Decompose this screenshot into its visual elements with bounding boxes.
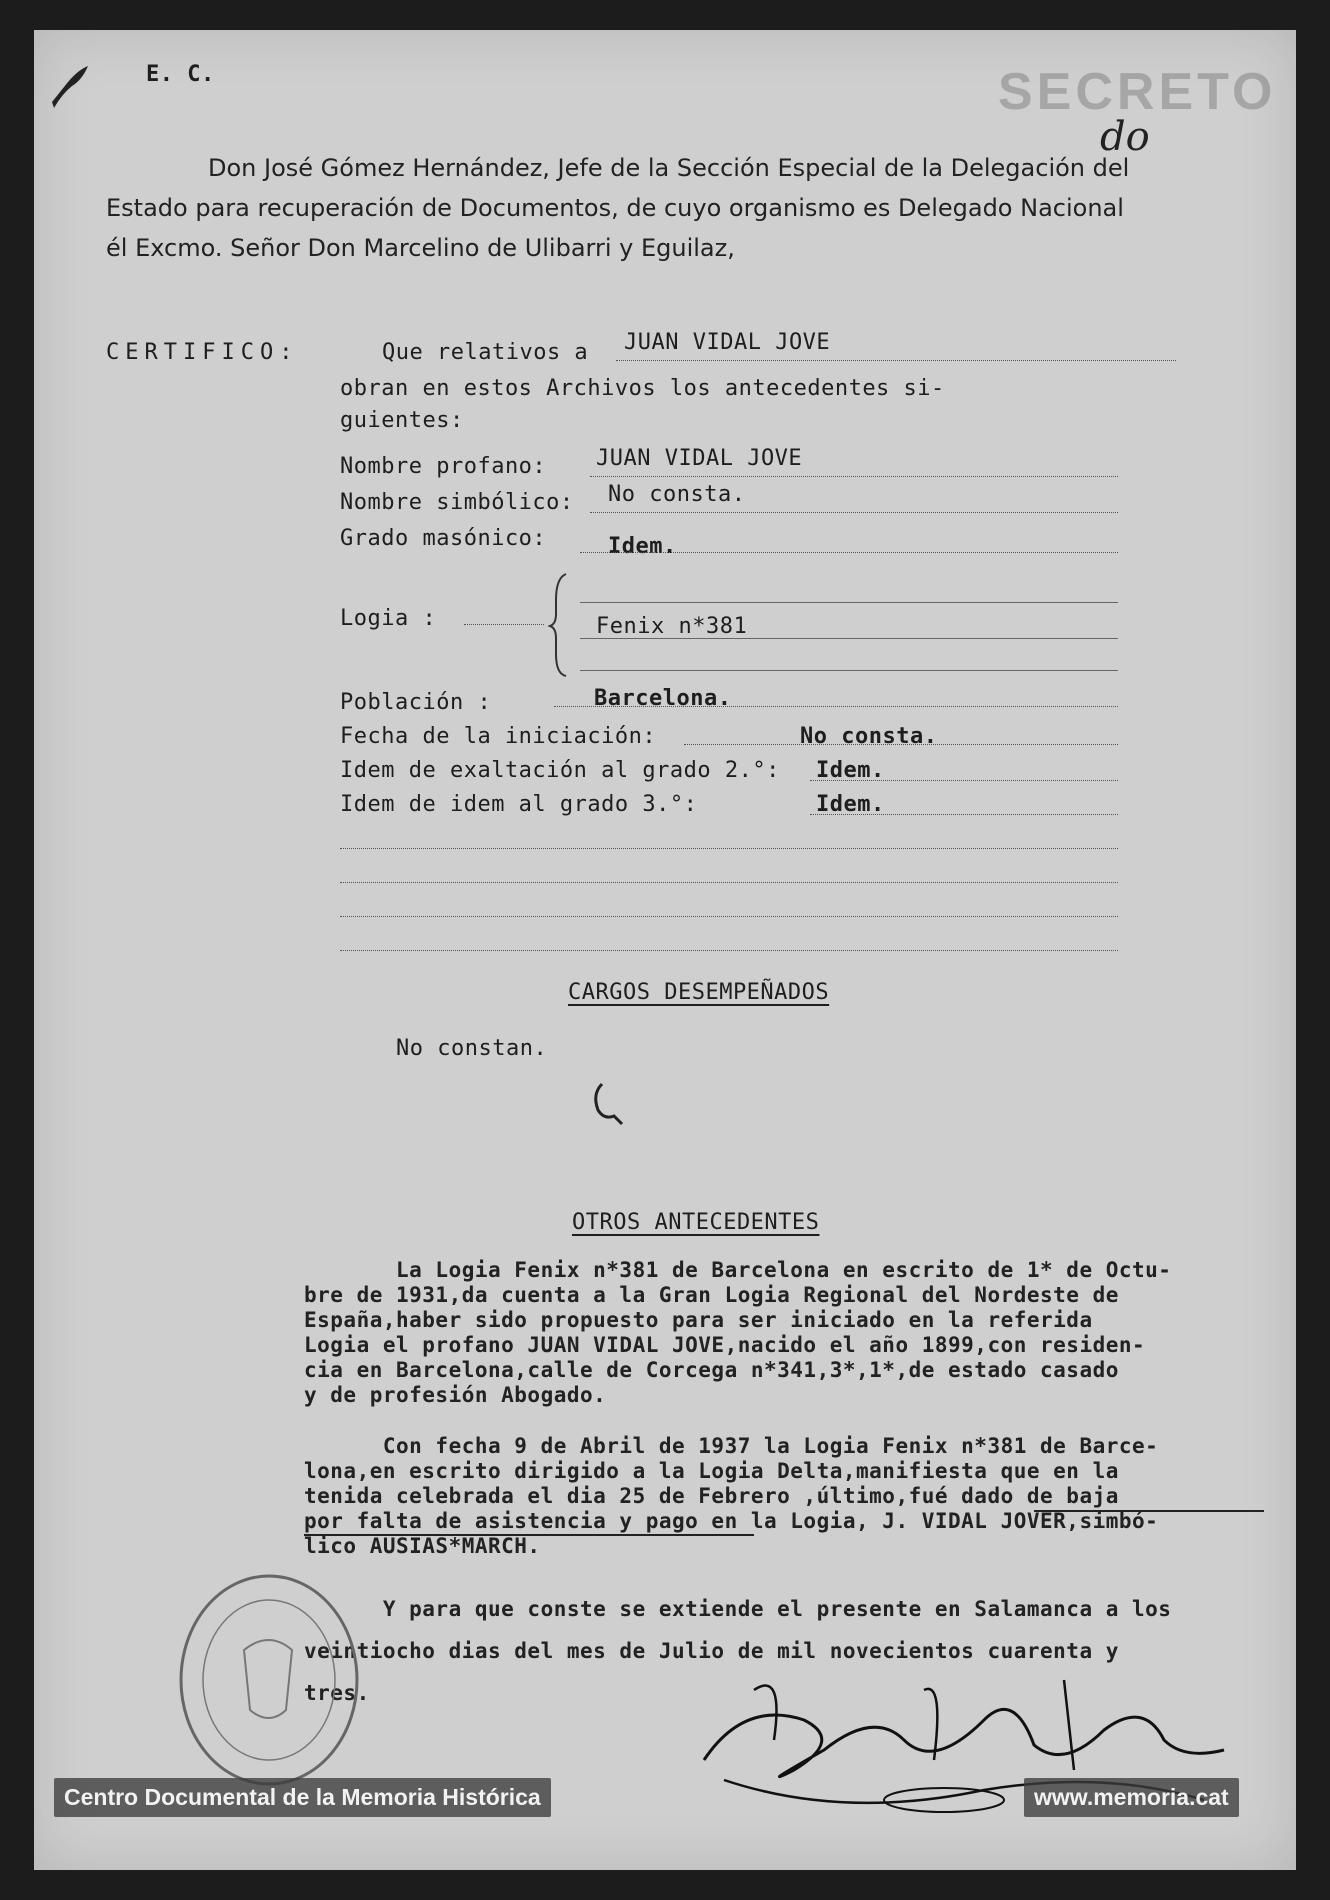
paragraph-line: España,haber sido propuesto para ser iniciado en la referida (304, 1308, 1093, 1332)
field-label-exaltacion-2: Idem de exaltación al grado 2.°: (340, 758, 780, 783)
field-line (810, 814, 1118, 815)
intro-line-2: Estado para recuperación de Documentos, de cuyo organismo es Delegado Nacional (106, 194, 1124, 222)
field-line (684, 744, 1118, 745)
field-value-poblacion: Barcelona. (594, 686, 732, 711)
field-line (580, 602, 1118, 603)
subject-name: JUAN VIDAL JOVE (624, 330, 831, 355)
field-line (590, 476, 1118, 477)
paragraph-1 (304, 1258, 1171, 1408)
field-value-nombre-profano: JUAN VIDAL JOVE (596, 446, 803, 471)
cargos-text: No constan. (396, 1036, 548, 1061)
field-value-exaltacion-2: Idem. (816, 758, 885, 783)
paragraph-2 (304, 1434, 1158, 1559)
field-label-grado-3: Idem de idem al grado 3.°: (340, 792, 698, 817)
field-label-fecha: Fecha de la iniciación: (340, 724, 657, 749)
field-value-logia: Fenix n*381 (596, 614, 748, 639)
paragraph-line: La Logia Fenix n*381 de Barcelona en escrito de 1* de Octu- (304, 1258, 1172, 1282)
certifico-label: CERTIFICO: (106, 340, 299, 365)
handwritten-annotation: do (1100, 114, 1150, 160)
secret-stamp: SECRETO (998, 63, 1277, 121)
paragraph-line: Y para que conste se extiende el presente en Salamanca a los (304, 1597, 1172, 1621)
field-line (580, 552, 1118, 553)
intro-line-3: él Excmo. Señor Don Marcelino de Ulibarri y Eguilaz, (106, 234, 735, 262)
blank-line (340, 848, 1118, 849)
paragraph-line: lona,en escrito dirigido a la Logia Delta,manifiesta que en la (304, 1459, 1119, 1483)
intro-line-1: Don José Gómez Hernández, Jefe de la Sección Especial de la Delegación del (208, 154, 1130, 182)
cargos-heading: CARGOS DESEMPEÑADOS (568, 980, 830, 1005)
field-label-poblacion: Población : (340, 690, 492, 715)
blank-line (340, 882, 1118, 883)
otros-heading: OTROS ANTECEDENTES (572, 1210, 820, 1235)
paragraph-line: lico AUSIAS*MARCH. (304, 1534, 541, 1558)
field-value-nombre-simbolico: No consta. (608, 482, 746, 507)
field-line (590, 512, 1118, 513)
field-line (464, 624, 544, 625)
paragraph-line: Con fecha 9 de Abril de 1937 la Logia Fenix n*381 de Barce- (304, 1434, 1159, 1458)
field-line (554, 706, 1118, 707)
blank-line (340, 950, 1118, 951)
certifico-text-2: obran en estos Archivos los antecedentes si- (340, 376, 945, 401)
document-code: E. C. (146, 62, 215, 87)
field-line (580, 638, 1118, 639)
underline-mark (1034, 1510, 1264, 1512)
handwritten-mark (590, 1080, 630, 1134)
paragraph-line: bre de 1931,da cuenta a la Gran Logia Regional del Nordeste de (304, 1283, 1119, 1307)
certifico-text-3: guientes: (340, 408, 464, 433)
field-value-grado-3: Idem. (816, 792, 885, 817)
field-line (580, 670, 1118, 671)
handwritten-mark (48, 52, 98, 116)
field-label-nombre-profano: Nombre profano: (340, 454, 547, 479)
name-line (616, 360, 1176, 361)
paragraph-line: cia en Barcelona,calle de Corcega n*341,3*,1*,de estado casado (304, 1358, 1119, 1382)
brace-icon (548, 570, 572, 684)
field-label-nombre-simbolico: Nombre simbólico: (340, 490, 574, 515)
field-value-grado: Idem. (608, 534, 677, 559)
field-label-grado: Grado masónico: (340, 526, 547, 551)
field-label-logia: Logia : (340, 606, 437, 631)
official-seal (174, 1570, 364, 1794)
archive-watermark: Centro Documental de la Memoria Histórica (54, 1778, 551, 1817)
paragraph-line: veintiocho dias del mes de Julio de mil novecientos cuarenta y (304, 1639, 1119, 1663)
paragraph-line: Logia el profano JUAN VIDAL JOVE,nacido el año 1899,con residen- (304, 1333, 1146, 1357)
paragraph-line: tres. (304, 1681, 370, 1705)
website-watermark: www.memoria.cat (1024, 1778, 1239, 1817)
underline-mark (304, 1534, 754, 1536)
blank-line (340, 916, 1118, 917)
certifico-text-1: Que relativos a (382, 340, 589, 365)
field-value-fecha: No consta. (800, 724, 938, 749)
paragraph-line: y de profesión Abogado. (304, 1383, 607, 1407)
paragraph-line: tenida celebrada el dia 25 de Febrero ,último,fué dado de baja (304, 1484, 1119, 1508)
field-line (810, 780, 1118, 781)
paragraph-line: por falta de asistencia y pago en la Logia, J. VIDAL JOVER,simbó- (304, 1509, 1159, 1533)
document-page (34, 30, 1296, 1870)
